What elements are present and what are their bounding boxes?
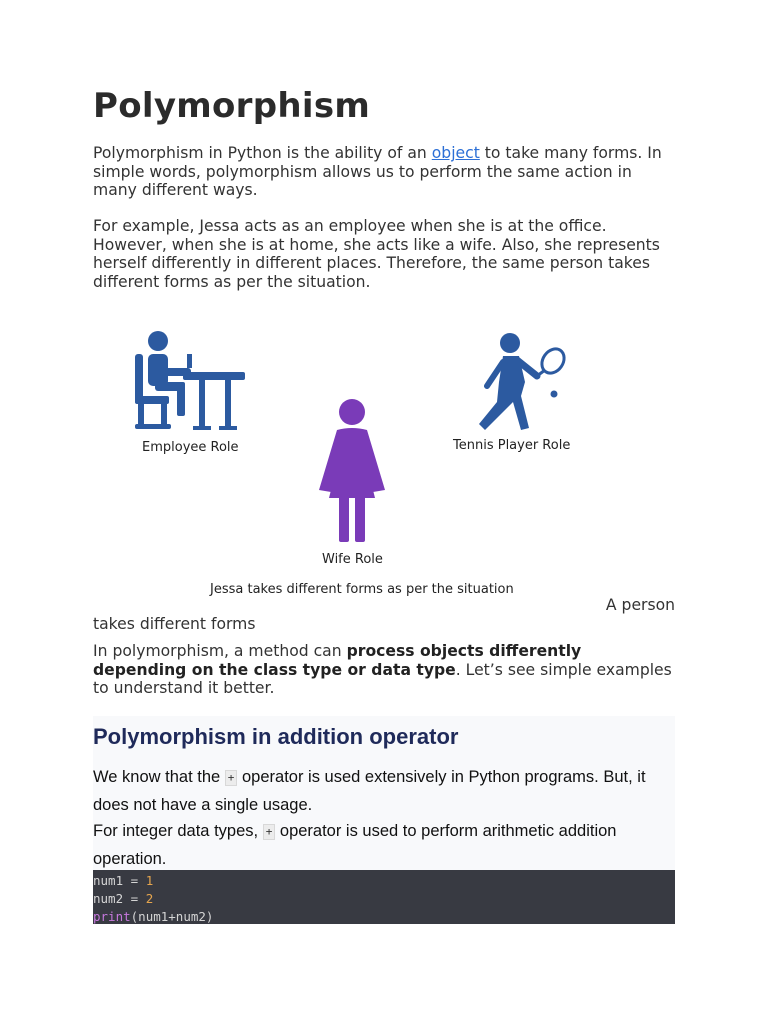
addition-operator-section xyxy=(93,716,675,871)
wife-role-label: Wife Role xyxy=(322,552,383,567)
employee-role-label: Employee Role xyxy=(142,440,239,455)
code-print-keyword: print xyxy=(93,909,131,924)
integer-text-before: For integer data types, xyxy=(93,822,263,840)
integer-addition-paragraph xyxy=(93,818,683,873)
plus-operator-code: + xyxy=(225,770,238,786)
code-value-1: 1 xyxy=(145,873,154,888)
usage-text-before: We know that the xyxy=(93,768,225,786)
tennis-role-label: Tennis Player Role xyxy=(453,438,571,453)
alt-text-line-2: takes different forms xyxy=(93,615,256,633)
code-var-num2: num2 = xyxy=(93,891,146,906)
example-paragraph: For example, Jessa acts as an employee when she is at the office. However, when she is at home, she acts like a wife. Also, she represents herself differently in different places. Therefore, the same person takes different forms as per the situation. xyxy=(93,217,660,291)
code-value-2: 2 xyxy=(145,891,154,906)
method-paragraph xyxy=(93,642,675,698)
image-alt-text xyxy=(93,596,675,634)
alt-text-line-1: A person xyxy=(605,596,675,614)
code-line-1 xyxy=(93,872,675,890)
tennis-player-icon xyxy=(469,330,569,434)
intro-paragraph xyxy=(93,144,675,200)
usage-text-after: operator is used extensively in Python programs. But, it does not have a single usage. xyxy=(93,768,646,814)
code-line-2 xyxy=(93,890,675,908)
code-var-num1: num1 = xyxy=(93,873,146,888)
woman-icon xyxy=(315,398,390,544)
object-link[interactable]: object xyxy=(431,144,480,162)
code-line-3 xyxy=(93,908,675,926)
section-heading: Polymorphism in addition operator xyxy=(93,724,459,749)
roles-figure xyxy=(93,306,675,606)
operator-usage-paragraph xyxy=(93,764,683,819)
code-print-args: (num1+num2) xyxy=(130,909,214,924)
employee-desk-icon xyxy=(133,328,248,436)
method-text-after: . Let’s see simple examples to understand it better. xyxy=(93,660,672,697)
figure-caption: Jessa takes different forms as per the situation xyxy=(210,582,514,597)
plus-operator-code-2: + xyxy=(263,824,276,840)
code-block[interactable] xyxy=(93,870,675,924)
intro-text-before: Polymorphism in Python is the ability of an xyxy=(93,144,432,162)
page-title: Polymorphism xyxy=(93,86,371,126)
intro-text-after: to take many forms. In simple words, polymorphism allows us to perform the same action in many different ways. xyxy=(93,144,662,199)
method-bold-text: process objects differently depending on the class type or data type xyxy=(93,642,582,679)
integer-text-after: operator is used to perform arithmetic addition operation. xyxy=(93,822,617,868)
method-text-before: In polymorphism, a method can xyxy=(93,642,347,660)
